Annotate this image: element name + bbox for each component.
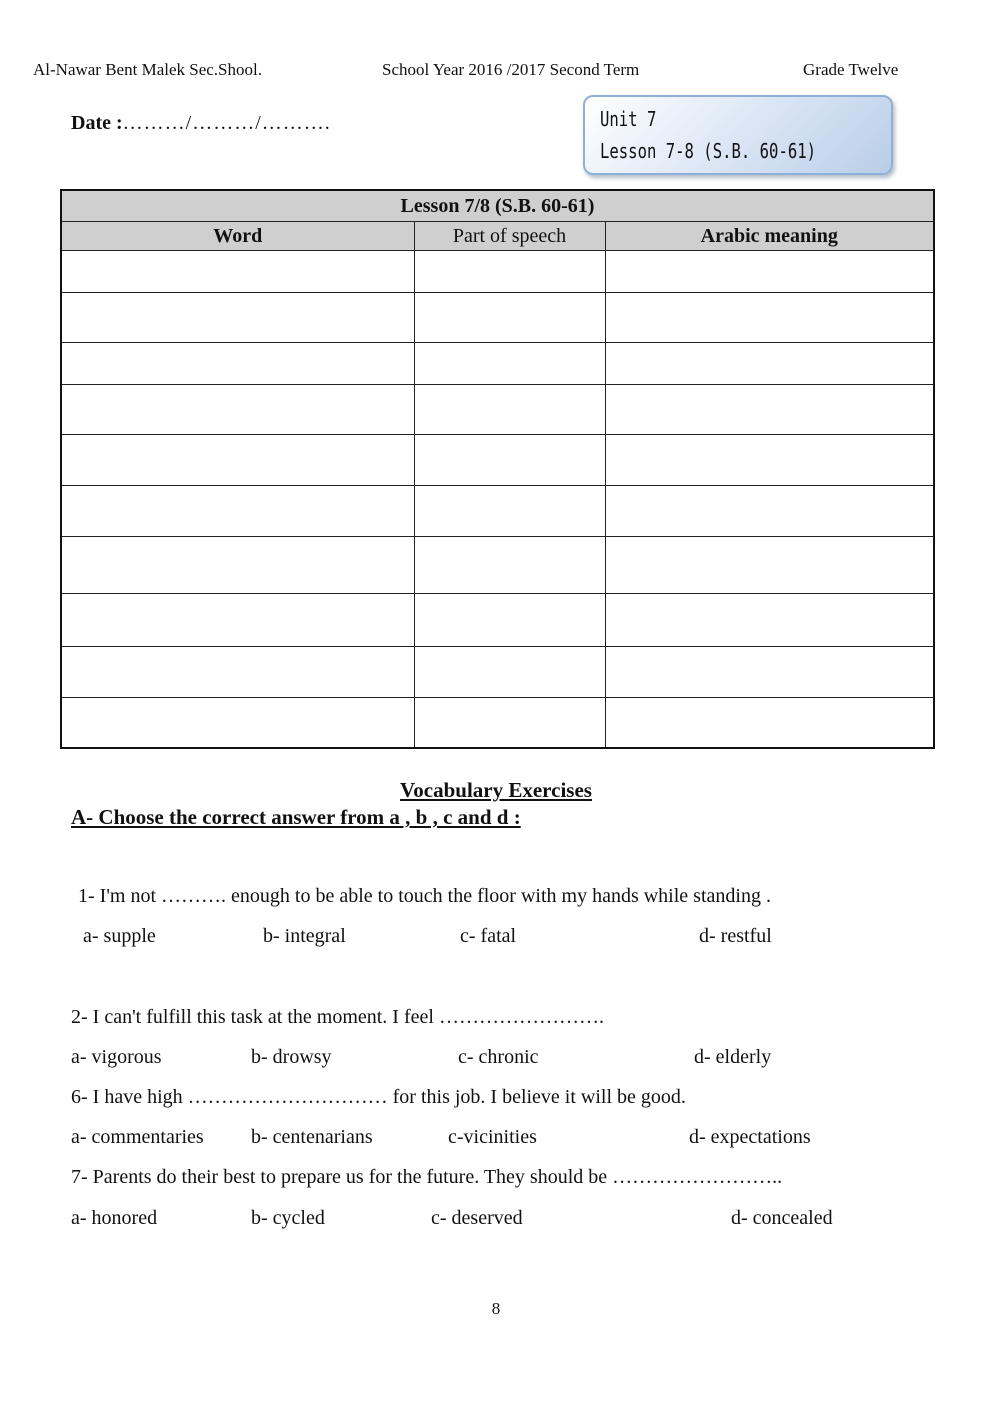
table-row <box>61 537 934 594</box>
question-6-option-a[interactable]: a- commentaries <box>71 1126 204 1148</box>
word-cell[interactable] <box>61 647 414 698</box>
arabic-meaning-cell[interactable] <box>605 537 934 594</box>
word-cell[interactable] <box>61 251 414 293</box>
question-6-option-c[interactable]: c-vicinities <box>448 1126 537 1148</box>
table-row <box>61 435 934 486</box>
lesson-label: Lesson 7-8 (S.B. 60-61) <box>600 139 817 163</box>
table-row <box>61 385 934 435</box>
school-year: School Year 2016 /2017 Second Term <box>382 60 640 79</box>
question-1-option-a[interactable]: a- supple <box>83 925 156 947</box>
table-row <box>61 594 934 647</box>
arabic-meaning-cell[interactable] <box>605 343 934 385</box>
column-header-part-of-speech: Part of speech <box>414 222 605 251</box>
table-row <box>61 486 934 537</box>
arabic-meaning-cell[interactable] <box>605 647 934 698</box>
grade-label: Grade Twelve <box>803 60 899 79</box>
question-7-text: 7- Parents do their best to prepare us for the future. They should be …………………….. <box>71 1166 783 1188</box>
column-header-word: Word <box>61 222 414 251</box>
part-of-speech-cell[interactable] <box>414 251 605 293</box>
word-cell[interactable] <box>61 435 414 486</box>
word-cell[interactable] <box>61 343 414 385</box>
table-row <box>61 698 934 748</box>
column-header-arabic-meaning: Arabic meaning <box>605 222 934 251</box>
arabic-meaning-cell[interactable] <box>605 435 934 486</box>
part-of-speech-cell[interactable] <box>414 537 605 594</box>
part-of-speech-cell[interactable] <box>414 385 605 435</box>
part-of-speech-cell[interactable] <box>414 435 605 486</box>
table-row <box>61 293 934 343</box>
word-cell[interactable] <box>61 594 414 647</box>
part-of-speech-cell[interactable] <box>414 293 605 343</box>
question-7-option-d[interactable]: d- concealed <box>731 1207 833 1229</box>
arabic-meaning-cell[interactable] <box>605 486 934 537</box>
question-1-option-d[interactable]: d- restful <box>699 925 772 947</box>
question-1-option-c[interactable]: c- fatal <box>460 925 517 947</box>
table-header-row <box>61 222 934 251</box>
arabic-meaning-cell[interactable] <box>605 293 934 343</box>
word-cell[interactable] <box>61 698 414 748</box>
date-label: Date : <box>71 112 123 134</box>
question-7-option-a[interactable]: a- honored <box>71 1207 158 1229</box>
table-row <box>61 343 934 385</box>
question-6-text: 6- I have high ………………………… for this job. I believe it will be good. <box>71 1086 686 1108</box>
word-cell[interactable] <box>61 293 414 343</box>
table-title: Lesson 7/8 (S.B. 60-61) <box>61 190 934 222</box>
exercises-heading: Vocabulary Exercises <box>400 778 592 802</box>
question-1-option-b[interactable]: b- integral <box>263 925 346 947</box>
exercises-heading-wrap <box>0 778 992 803</box>
date-line <box>71 112 331 135</box>
unit-lesson-box <box>583 95 893 175</box>
question-2-option-b[interactable]: b- drowsy <box>251 1046 332 1068</box>
arabic-meaning-cell[interactable] <box>605 698 934 748</box>
page-number: 8 <box>491 1299 501 1318</box>
question-6-option-d[interactable]: d- expectations <box>689 1126 811 1148</box>
part-of-speech-cell[interactable] <box>414 343 605 385</box>
school-name: Al-Nawar Bent Malek Sec.Shool. <box>33 60 262 79</box>
question-6-option-b[interactable]: b- centenarians <box>251 1126 373 1148</box>
exercise-instruction: A- Choose the correct answer from a , b , c and d : <box>71 805 521 829</box>
arabic-meaning-cell[interactable] <box>605 385 934 435</box>
question-2-option-c[interactable]: c- chronic <box>458 1046 539 1068</box>
question-1-text: 1- I'm not ………. enough to be able to touch the floor with my hands while standing . <box>78 885 771 907</box>
unit-label: Unit 7 <box>600 107 657 131</box>
part-of-speech-cell[interactable] <box>414 647 605 698</box>
part-of-speech-cell[interactable] <box>414 698 605 748</box>
word-cell[interactable] <box>61 486 414 537</box>
question-2-text: 2- I can't fulfill this task at the moment. I feel ……………………. <box>71 1006 604 1028</box>
word-cell[interactable] <box>61 537 414 594</box>
table-row <box>61 647 934 698</box>
question-7-option-c[interactable]: c- deserved <box>431 1207 523 1229</box>
table-row <box>61 251 934 293</box>
part-of-speech-cell[interactable] <box>414 594 605 647</box>
question-2-option-a[interactable]: a- vigorous <box>71 1046 162 1068</box>
word-cell[interactable] <box>61 385 414 435</box>
date-blank[interactable]: ………/………/………. <box>122 112 331 134</box>
question-7-option-b[interactable]: b- cycled <box>251 1207 325 1229</box>
arabic-meaning-cell[interactable] <box>605 251 934 293</box>
question-2-option-d[interactable]: d- elderly <box>694 1046 772 1068</box>
arabic-meaning-cell[interactable] <box>605 594 934 647</box>
vocabulary-table <box>60 189 935 749</box>
part-of-speech-cell[interactable] <box>414 486 605 537</box>
table-title-row <box>61 190 934 222</box>
